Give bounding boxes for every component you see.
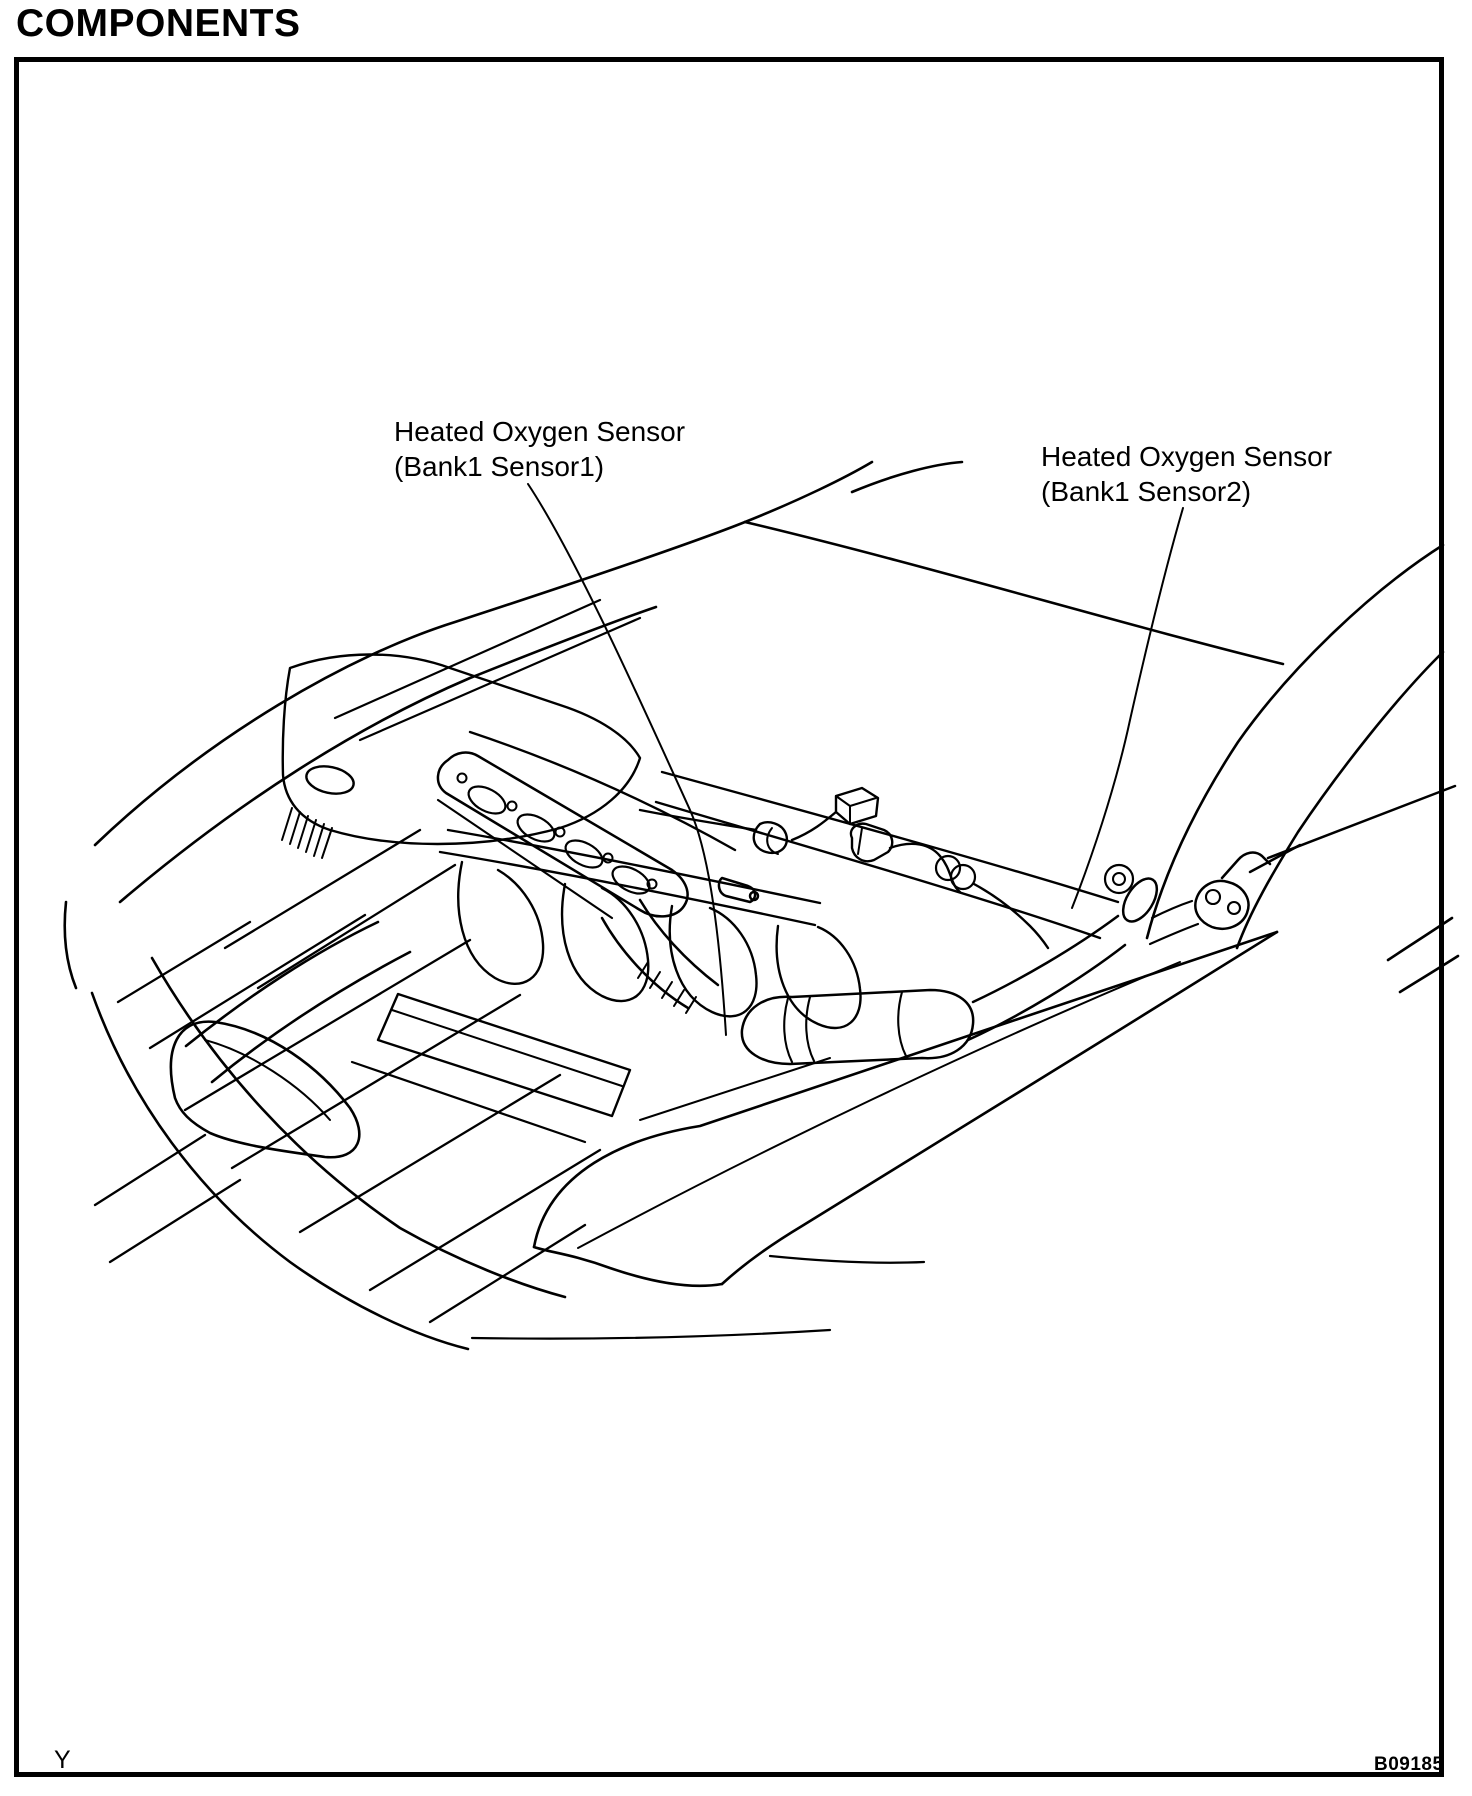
sensor2-label xyxy=(1041,439,1332,509)
sensor2-assembly xyxy=(1195,786,1455,929)
figure-code: B09185 xyxy=(1374,1754,1444,1775)
sensor1-label-line2: (Bank1 Sensor1) xyxy=(394,451,605,482)
sensor2-leader-line xyxy=(1072,508,1183,908)
page-title: COMPONENTS xyxy=(16,2,301,45)
sensor1-label-line1: Heated Oxygen Sensor xyxy=(394,416,686,447)
firewall-lines xyxy=(656,772,1118,938)
intake-manifold xyxy=(352,732,861,1142)
sensor1-location xyxy=(719,878,758,902)
wiring-harness xyxy=(640,788,1048,948)
sensor1-leader-line xyxy=(528,484,726,1035)
corner-mark: Y xyxy=(54,1746,71,1774)
sensor2-label-line2: (Bank1 Sensor2) xyxy=(1041,476,1252,507)
sensor2-label-line1: Heated Oxygen Sensor xyxy=(1041,441,1333,472)
sensor1-label xyxy=(394,414,685,484)
harness-connector-1 xyxy=(836,788,878,824)
